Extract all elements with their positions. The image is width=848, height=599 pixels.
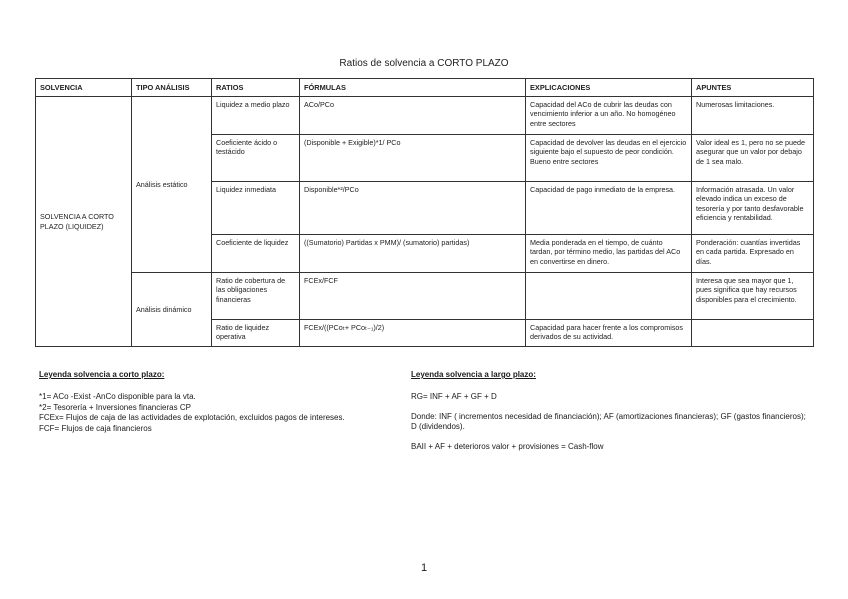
explicacion-cell: Media ponderada en el tiempo, de cuánto tardan, por término medio, las partidas del ACo en convertirse en dinero. [526, 235, 692, 273]
formula-cell: (Disponible + Exigible)*1/ PCo [300, 135, 526, 182]
table-row [36, 97, 814, 135]
legend-line: FCF= Flujos de caja financieros [39, 423, 152, 433]
header-formulas: FÓRMULAS [300, 79, 526, 97]
solvencia-cell: SOLVENCIA A CORTO PLAZO (LIQUIDEZ) [36, 97, 132, 347]
legend-line: RG= INF + AF + GF + D [411, 392, 497, 402]
ratio-cell: Coeficiente ácido o testácido [212, 135, 300, 182]
apunte-cell: Información atrasada. Un valor elevado indica un exceso de tesorería y por tanto desfavorable eficiencia y rentabilidad. [692, 182, 814, 235]
tipo-dinamico-cell: Análisis dinámico [132, 273, 212, 347]
tipo-estatico-cell: Análisis estático [132, 97, 212, 273]
legend-short-heading: Leyenda solvencia a corto plazo: [39, 370, 165, 379]
table-row [36, 273, 814, 320]
page-number: 1 [420, 562, 428, 574]
explicacion-cell: Capacidad de devolver las deudas en el ejercicio siguiente bajo el supuesto de peor condición. Bueno entre sectores [526, 135, 692, 182]
explicacion-cell: Capacidad para hacer frente a los compromisos derivados de su actividad. [526, 320, 692, 347]
formula-cell: FCEx/FCF [300, 273, 526, 320]
legend-line: *1= ACo -Exist -AnCo disponible para la vta. [39, 392, 196, 402]
legend-line: FCEx= Flujos de caja de las actividades de explotación, excluidos pagos de intereses. [39, 413, 345, 423]
ratios-table [35, 78, 814, 347]
ratio-cell: Ratio de cobertura de las obligaciones financieras [212, 273, 300, 320]
explicacion-cell [526, 273, 692, 320]
formula-cell: ACo/PCo [300, 97, 526, 135]
header-solvencia: SOLVENCIA [36, 79, 132, 97]
formula-cell: ((Sumatorio) Partidas x PMM)/ (sumatorio) partidas) [300, 235, 526, 273]
header-tipo-analisis: TIPO ANÁLISIS [132, 79, 212, 97]
header-explicaciones: EXPLICACIONES [526, 79, 692, 97]
apunte-cell: Interesa que sea mayor que 1, pues significa que hay recursos disponibles para el crecimiento. [692, 273, 814, 320]
legend-long-heading: Leyenda solvencia a largo plazo: [411, 370, 536, 379]
table-header-row [36, 79, 814, 97]
apunte-cell: Ponderación: cuantías invertidas en cada partida. Expresado en días. [692, 235, 814, 273]
formula-cell: FCEx/((PCoₜ+ PCoₜ₋₁)/2) [300, 320, 526, 347]
ratio-cell: Ratio de liquidez operativa [212, 320, 300, 347]
document-title: Ratios de solvencia a CORTO PLAZO [339, 58, 509, 69]
legend-line: BAII + AF + deterioros valor + provisiones = Cash-flow [411, 441, 604, 451]
apunte-cell: Valor ideal es 1, pero no se puede asegurar que un valor por debajo de 1 sea malo. [692, 135, 814, 182]
legend-line: *2= Tesorería + Inversiones financieras CP [39, 402, 191, 412]
apunte-cell: Numerosas limitaciones. [692, 97, 814, 135]
ratio-cell: Liquidez inmediata [212, 182, 300, 235]
apunte-cell [692, 320, 814, 347]
header-apuntes: APUNTES [692, 79, 814, 97]
formula-cell: Disponible*²/PCo [300, 182, 526, 235]
legend-long-term [411, 370, 811, 452]
header-ratios: RATIOS [212, 79, 300, 97]
ratio-cell: Liquidez a medio plazo [212, 97, 300, 135]
explicacion-cell: Capacidad de pago inmediato de la empresa. [526, 182, 692, 235]
legend-line: Donde: INF ( incrementos necesidad de financiación); AF (amortizaciones financieras); GF (gastos financieros); D (dividendos). [411, 411, 806, 432]
explicacion-cell: Capacidad del ACo de cubrir las deudas con vencimiento inferior a un año. No homogéneo entre sectores [526, 97, 692, 135]
legend-short-term [39, 370, 399, 434]
ratio-cell: Coeficiente de liquidez [212, 235, 300, 273]
